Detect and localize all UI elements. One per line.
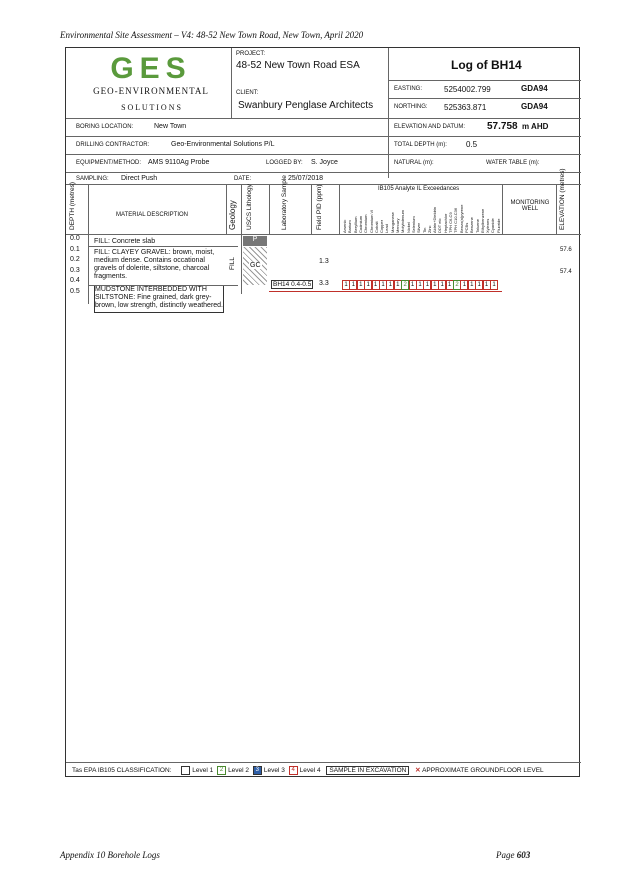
analyte-list bbox=[342, 194, 502, 234]
level-box: 1 bbox=[357, 280, 365, 290]
analyte-label: Copper bbox=[379, 219, 385, 233]
level-box: 1 bbox=[394, 280, 402, 290]
legend-level3: Level 3 bbox=[263, 767, 285, 775]
elevation-tick: 57.4 bbox=[560, 269, 572, 275]
legend-ground: APPROXIMATE GROUNDFLOOR LEVEL bbox=[422, 767, 544, 775]
col-geology: Geology bbox=[228, 200, 237, 230]
analyte-label: Cyanide bbox=[490, 218, 496, 233]
col-depth: DEPTH (metres) bbox=[69, 181, 76, 230]
footer-left: Appendix 10 Borehole Logs bbox=[60, 850, 160, 860]
analyte-label: Beryllium bbox=[352, 216, 358, 233]
analyte-label: Fluoride bbox=[495, 218, 501, 233]
elevation-unit: m AHD bbox=[522, 122, 549, 131]
analyte-label: Arsenic bbox=[342, 219, 347, 233]
analyte-label: TPH C6-C9 bbox=[448, 212, 453, 233]
document-header: Environmental Site Assessment – V4: 48-52 New Town Road, New Town, April 2020 bbox=[60, 30, 364, 40]
level-box: 1 bbox=[409, 280, 417, 290]
logo-text: GES bbox=[110, 52, 192, 85]
legend-level1: Level 1 bbox=[192, 767, 214, 775]
easting-value: 5254002.799 bbox=[444, 85, 491, 94]
footer-page-label: Page bbox=[496, 850, 515, 860]
analyte-label: PCBs bbox=[463, 222, 469, 233]
exceedance-levels bbox=[342, 280, 502, 290]
analyte-label: Chromium bbox=[363, 214, 369, 233]
cross-icon: ✕ bbox=[415, 767, 421, 775]
col-ib105: IB105 Analyte IL Exceedances bbox=[378, 186, 460, 192]
uscs-gc: GC bbox=[250, 262, 261, 269]
level-box: 1 bbox=[386, 280, 394, 290]
elevation-value: 57.758 bbox=[487, 121, 518, 132]
level-box: 1 bbox=[416, 280, 424, 290]
logo-line2: S O L U T I O N S bbox=[121, 103, 181, 112]
logo-line1: GEO-ENVIRONMENTAL bbox=[93, 86, 209, 96]
depth-tick: 0.1 bbox=[70, 245, 80, 253]
equipment-label: EQUIPMENT/METHOD: bbox=[76, 160, 142, 166]
legend-level3-swatch: 3 bbox=[253, 766, 262, 775]
analyte-label: Nickel bbox=[405, 222, 411, 233]
legend-label: Tas EPA IB105 CLASSIFICATION: bbox=[72, 767, 172, 775]
analyte-label: Chromium VI bbox=[368, 209, 374, 233]
analyte-label: Manganese bbox=[389, 212, 395, 233]
client-name: Swanbury Penglase Architects bbox=[238, 100, 374, 111]
water-table-label: WATER TABLE (m): bbox=[486, 160, 540, 166]
boring-value: New Town bbox=[154, 123, 187, 130]
borehole-log bbox=[65, 47, 580, 777]
analyte-label: Tin bbox=[421, 227, 427, 233]
equipment-value: AMS 9110Ag Probe bbox=[148, 159, 210, 166]
analyte-label: Zinc bbox=[426, 225, 432, 233]
level-box: 1 bbox=[446, 280, 454, 290]
level-box: 2 bbox=[453, 280, 461, 290]
footer-page-number: 603 bbox=[516, 850, 531, 860]
depth-tick: 0.5 bbox=[70, 287, 80, 295]
logged-label: LOGGED BY: bbox=[266, 160, 303, 166]
level-box: 1 bbox=[342, 280, 350, 290]
boring-label: BORING LOCATION: bbox=[76, 124, 134, 130]
level-box: 1 bbox=[423, 280, 431, 290]
level-box: 1 bbox=[379, 280, 387, 290]
level-box: 1 bbox=[460, 280, 468, 290]
legend-level1-swatch bbox=[181, 766, 190, 775]
project-label: PROJECT: bbox=[236, 51, 266, 57]
total-depth-label: TOTAL DEPTH (m): bbox=[394, 142, 447, 148]
total-depth-value: 0.5 bbox=[466, 140, 478, 149]
layer-1: FILL: Concrete slab bbox=[94, 238, 156, 245]
depth-tick: 0.4 bbox=[70, 277, 80, 284]
analyte-label: Silver bbox=[416, 222, 422, 233]
analyte-label: Heptachlor bbox=[442, 213, 448, 233]
level-box: 1 bbox=[372, 280, 380, 290]
driller-value: Geo-Environmental Solutions P/L bbox=[171, 141, 275, 148]
easting-datum: GDA94 bbox=[521, 84, 548, 93]
analyte-label: Selenium bbox=[410, 216, 416, 233]
depth-tick: 0.0 bbox=[70, 235, 80, 242]
level-box: 2 bbox=[401, 280, 409, 290]
col-well: MONITORING WELL bbox=[510, 200, 550, 212]
project-name: 48-52 New Town Road ESA bbox=[236, 60, 360, 71]
depth-tick: 0.3 bbox=[70, 266, 80, 274]
legend-sample: SAMPLE IN EXCAVATION bbox=[326, 766, 409, 775]
level-box: 1 bbox=[468, 280, 476, 290]
level-box: 1 bbox=[364, 280, 372, 290]
analyte-label: Molybdenum bbox=[400, 210, 406, 233]
log-title: Log of BH14 bbox=[451, 58, 522, 72]
analyte-label: Cadmium bbox=[357, 215, 363, 233]
pid-1: 1.3 bbox=[319, 258, 329, 265]
analyte-label: Aldrin+Dieldrin bbox=[432, 206, 438, 233]
legend-level2-swatch: 2 bbox=[217, 766, 226, 775]
col-pid: Field PID (ppm) bbox=[316, 184, 323, 230]
depth-tick: 0.2 bbox=[70, 256, 80, 263]
legend-level4: Level 4 bbox=[299, 767, 321, 775]
sampling-label: SAMPLING: bbox=[76, 176, 109, 182]
northing-datum: GDA94 bbox=[521, 102, 548, 111]
level-box: 1 bbox=[490, 280, 498, 290]
logged-value: S. Joyce bbox=[311, 159, 338, 166]
pid-2: 3.3 bbox=[319, 280, 329, 287]
level-box: 1 bbox=[475, 280, 483, 290]
col-lab: Laboratory Sample bbox=[281, 175, 288, 230]
level-box: 1 bbox=[431, 280, 439, 290]
elevation-label: ELEVATION AND DATUM: bbox=[394, 124, 466, 130]
col-material: MATERIAL DESCRIPTION bbox=[116, 212, 189, 218]
analyte-label: Cobalt bbox=[373, 221, 379, 233]
lab-sample: BH14 0.4-0.5 bbox=[273, 281, 312, 288]
analyte-label: Benzo(a)pyrene bbox=[458, 204, 464, 233]
analyte-label: Ethylbenzene bbox=[479, 208, 485, 233]
level-box: 1 bbox=[349, 280, 357, 290]
level-box: 1 bbox=[483, 280, 491, 290]
elevation-tick: 57.6 bbox=[560, 247, 572, 253]
analyte-label: Benzene bbox=[469, 217, 475, 233]
sampling-value: Direct Push bbox=[121, 175, 158, 182]
footer-right bbox=[496, 850, 530, 860]
driller-label: DRILLING CONTRACTOR: bbox=[76, 142, 150, 148]
natural-label: NATURAL (m): bbox=[394, 160, 434, 166]
analyte-label: Barium bbox=[347, 220, 353, 233]
analyte-label: Lead bbox=[384, 224, 390, 233]
level-box: 1 bbox=[438, 280, 446, 290]
legend-level2: Level 2 bbox=[228, 767, 250, 775]
easting-label: EASTING: bbox=[394, 86, 423, 92]
analyte-label: Xylenes bbox=[485, 218, 491, 233]
col-uscs: USCS Lithology bbox=[246, 184, 253, 230]
legend bbox=[72, 766, 544, 775]
date-label: DATE: bbox=[234, 176, 252, 182]
analyte-label: Mercury bbox=[395, 218, 400, 233]
geology-fill: FILL bbox=[229, 256, 236, 270]
layer-2: FILL: CLAYEY GRAVEL: brown, moist, medium dense. Contains occational gravels of dolerite, siltstone, charcoal fragments. bbox=[94, 249, 215, 280]
analyte-label: TPH C10-C36 bbox=[453, 207, 459, 233]
layer-3: MUDSTONE INTERBEDDED WITH SILTSTONE: Fine grained, dark grey-brown, low strength, distinctly weathered. bbox=[94, 286, 224, 313]
analyte-label: DDT etc bbox=[437, 218, 443, 233]
northing-value: 525363.871 bbox=[444, 103, 487, 112]
northing-label: NORTHING: bbox=[394, 104, 428, 110]
analyte-label: Toluene bbox=[474, 218, 480, 233]
col-elevation: ELEVATION (metres) bbox=[559, 168, 566, 230]
date-value: 25/07/2018 bbox=[288, 175, 324, 182]
uscs-concrete: P bbox=[243, 236, 267, 246]
client-label: CLIENT: bbox=[236, 90, 259, 96]
legend-level4-swatch: 4 bbox=[289, 766, 298, 775]
